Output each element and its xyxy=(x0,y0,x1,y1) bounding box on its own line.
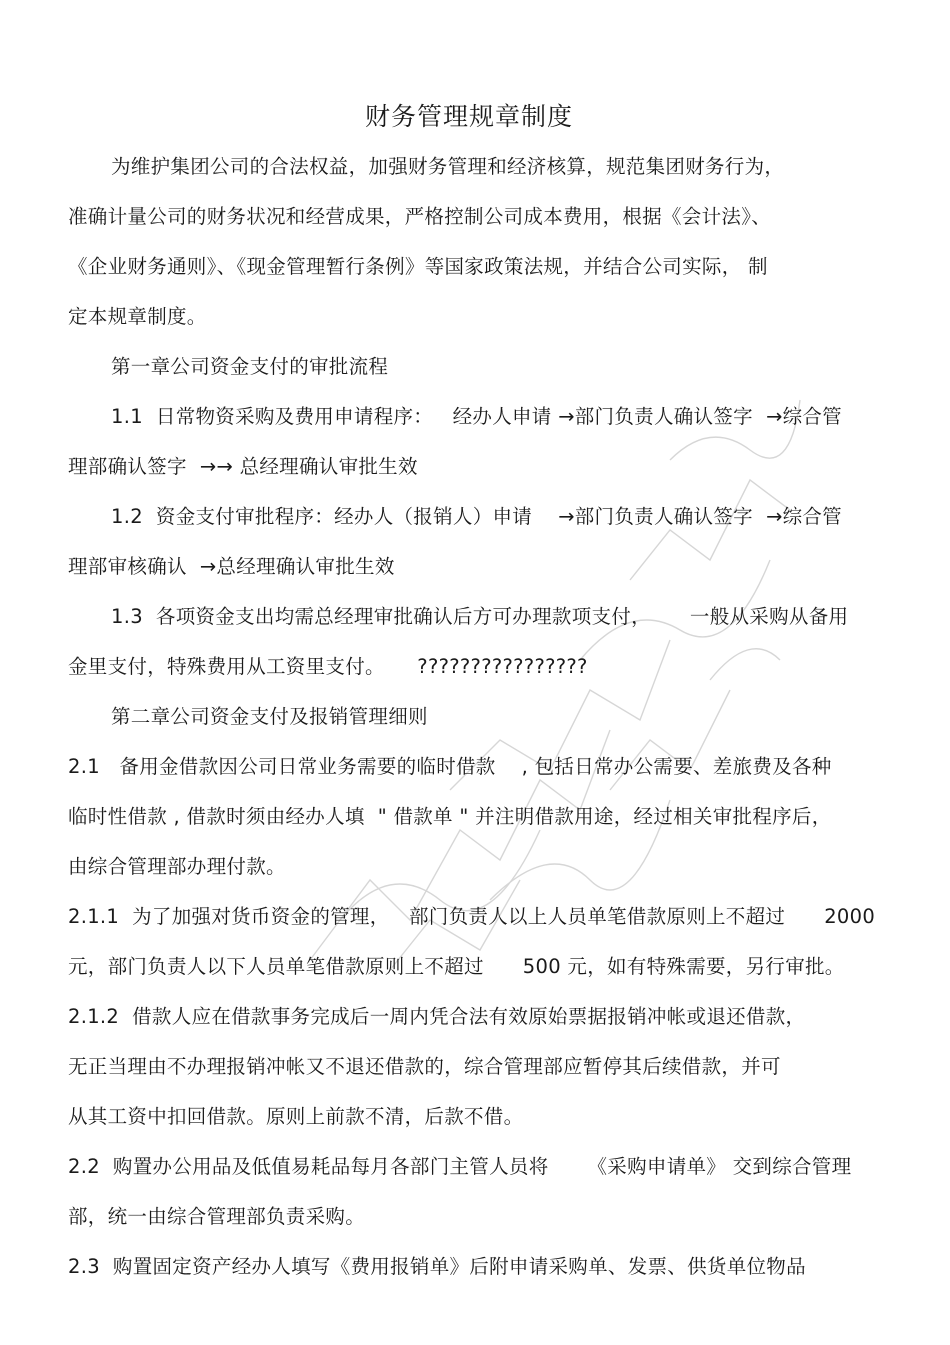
paragraph-line: 无正当理由不办理报销冲帐又不退还借款的，综合管理部应暂停其后续借款，并可 xyxy=(68,1055,781,1078)
paragraph-line: 2.1 备用金借款因公司日常业务需要的临时借款 , 包括日常办公需要、差旅费及各种 xyxy=(68,755,832,778)
paragraph-line: 元，部门负责人以下人员单笔借款原则上不超过 500 元，如有特殊需要，另行审批。 xyxy=(68,955,845,978)
paragraph-line: 定本规章制度。 xyxy=(68,305,207,328)
paragraph-line: 临时性借款 , 借款时须由经办人填 " 借款单 " 并注明借款用途，经过相关审批程序后， xyxy=(68,805,832,828)
paragraph-line: 从其工资中扣回借款。原则上前款不清，后款不借。 xyxy=(68,1105,524,1128)
paragraph-line: 理部审核确认 →总经理确认审批生效 xyxy=(68,555,395,578)
chapter-heading: 第一章公司资金支付的审批流程 xyxy=(111,355,389,378)
paragraph-line: 理部确认签字 →→ 总经理确认审批生效 xyxy=(68,455,418,478)
document-title: 财务管理规章制度 xyxy=(364,102,573,131)
paragraph-line: 2.1.1 为了加强对货币资金的管理， 部门负责人以上人员单笔借款原则上不超过 2000 xyxy=(68,905,876,928)
paragraph-line: 1.3 各项资金支出均需总经理审批确认后方可办理款项支付， 一般从采购从备用 xyxy=(111,605,849,628)
paragraph-line: 《企业财务通则》、《现金管理暂行条例》等国家政策法规，并结合公司实际， 制 xyxy=(68,255,768,278)
paragraph-line: 部，统一由综合管理部负责采购。 xyxy=(68,1205,366,1228)
paragraph-line: 2.3 购置固定资产经办人填写《费用报销单》后附申请采购单、发票、供货单位物品 xyxy=(68,1255,806,1278)
paragraph-line: 由综合管理部办理付款。 xyxy=(68,855,286,878)
paragraph-line: 2.1.2 借款人应在借款事务完成后一周内凭合法有效原始票据报销冲帐或退还借款， xyxy=(68,1005,806,1028)
paragraph-line: 金里支付，特殊费用从工资里支付。 ???????????????? xyxy=(68,655,588,678)
chapter-heading: 第二章公司资金支付及报销管理细则 xyxy=(111,705,428,728)
paragraph-line: 为维护集团公司的合法权益，加强财务管理和经济核算，规范集团财务行为， xyxy=(111,155,785,178)
paragraph-line: 准确计量公司的财务状况和经营成果，严格控制公司成本费用，根据《会计法》、 xyxy=(68,205,772,228)
paragraph-line: 1.1 日常物资采购及费用申请程序： 经办人申请 →部门负责人确认签字 →综合管 xyxy=(111,405,842,428)
paragraph-line: 1.2 资金支付审批程序：经办人（报销人）申请 →部门负责人确认签字 →综合管 xyxy=(111,505,842,528)
paragraph-line: 2.2 购置办公用品及低值易耗品每月各部门主管人员将 《采购申请单》 交到综合管理 xyxy=(68,1155,852,1178)
